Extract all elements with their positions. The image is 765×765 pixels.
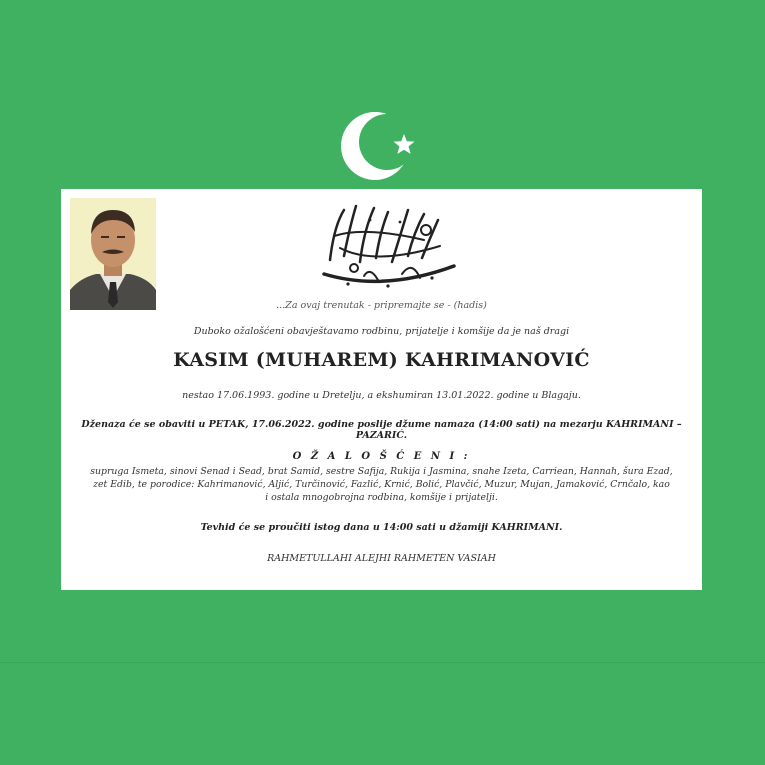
arabic-calligraphy <box>304 196 464 296</box>
mourners-list <box>73 465 690 504</box>
death-details: nestao 17.06.1993. godine u Dretelju, a ekshumiran 13.01.2022. godine u Blagaju. <box>182 390 581 401</box>
portrait-photo <box>70 198 156 310</box>
mourners-heading: O Ž A L O Š Ć E N I : <box>292 451 471 462</box>
intro-text: Duboko ožalošćeni obavještavamo rodbinu, prijatelje i komšije da je naš dragi <box>193 326 570 337</box>
background-band <box>0 662 765 663</box>
mourners-line: supruga Ismeta, sinovi Senad i Sead, brat Samid, sestre Safija, Rukija i Jasmina, snahe Izeta, Carriean, Hannah, šura Ezad, <box>90 466 673 477</box>
mourners-line: zet Edib, te porodice: Kahrimanović, Aljić, Turčinović, Fazlić, Krnić, Bolić, Plavčić, Muzur, Mujan, Jamaković, Crnčalo, kao <box>93 479 670 490</box>
mourners-line: i ostala mnogobrojna rodbina, komšije i prijatelji. <box>265 492 498 503</box>
closing-prayer: RAHMETULLAHI ALEJHI RAHMETEN VASIAH <box>267 553 496 564</box>
hadis-quote: ...Za ovaj trenutak - pripremajte se - (hadis) <box>276 300 487 311</box>
deceased-name: KASIM (MUHAREM) KAHRIMANOVIĆ <box>173 349 590 371</box>
funeral-details: Dženaza će se obaviti u PETAK, 17.06.2022. godine poslije džume namaza (14:00 sati) na mezarju KAHRIMANI – PAZARIĆ. <box>81 419 682 441</box>
tevhid-details: Tevhid će se proučiti istog dana u 14:00 sati u džamiji KAHRIMANI. <box>200 522 563 533</box>
crescent-star-icon <box>335 104 435 188</box>
obituary-card <box>61 189 702 590</box>
